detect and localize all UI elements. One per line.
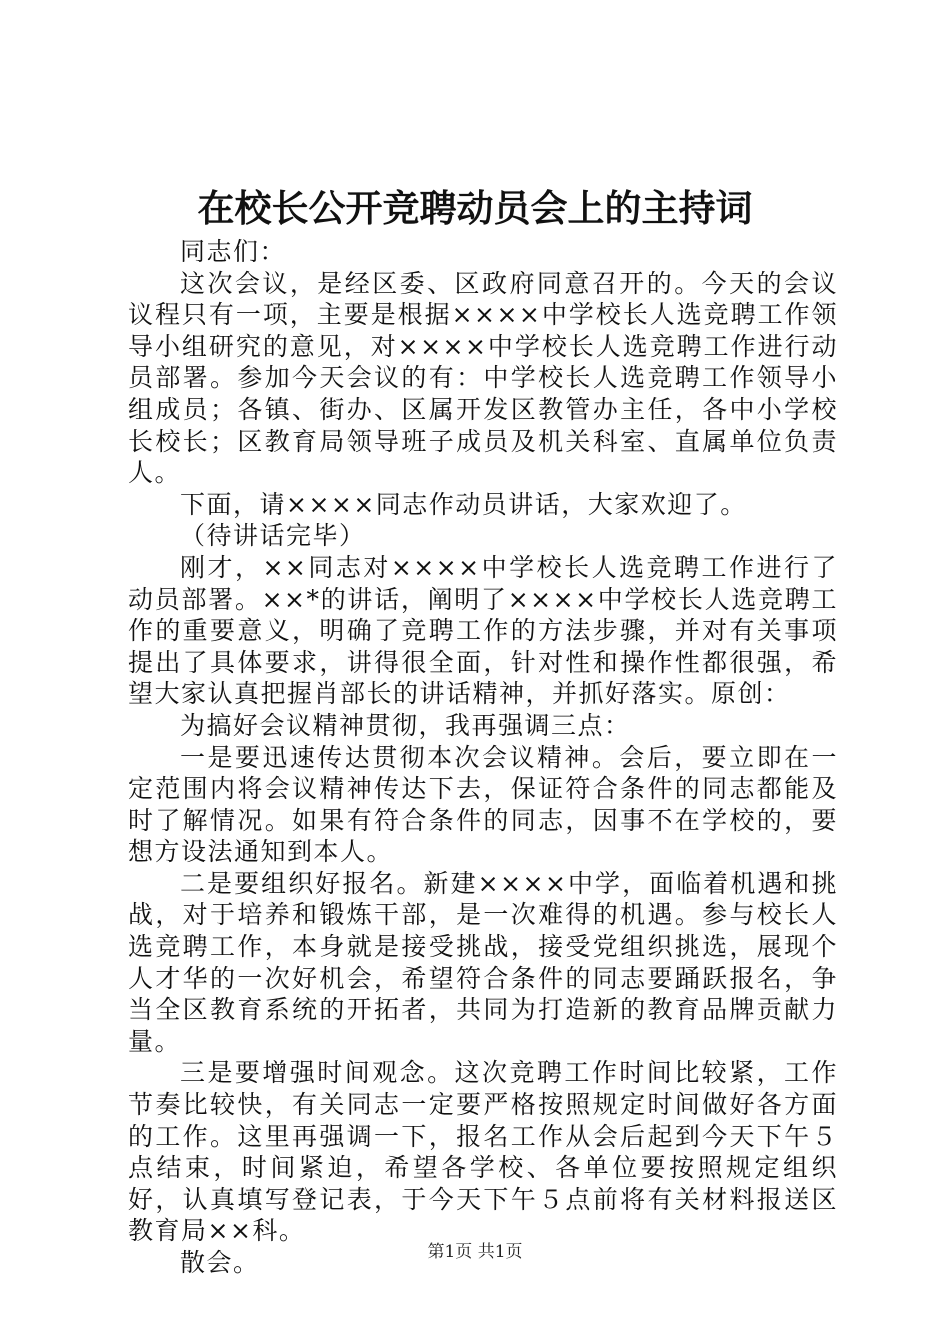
page-footer <box>0 1240 950 1264</box>
document-body <box>128 236 838 1279</box>
document-title: 在校长公开竞聘动员会上的主持词 <box>197 186 753 230</box>
body-paragraph: 一是要迅速传达贯彻本次会议精神。会后，要立即在一定范围内将会议精神传达下去，保证符合条件的同志都能及时了解情况。如果有符合条件的同志，因事不在学校的，要想方设法通知到本人。 <box>128 742 838 867</box>
body-paragraph: 刚才，××同志对××××中学校长人选竞聘工作进行了动员部署。××*的讲话，阐明了××××中学校长人选竞聘工作的重要意义，明确了竞聘工作的方法步骤，并对有关事项提出了具体要求，讲得很全面，针对性和操作性都很强，希望大家认真把握肖部长的讲话精神，并抓好落实。原创： <box>128 552 838 709</box>
body-paragraph: 这次会议，是经区委、区政府同意召开的。今天的会议议程只有一项，主要是根据××××中学校长人选竞聘工作领导小组研究的意见，对××××中学校长人选竞聘工作进行动员部署。参加今天会议的有：中学校长人选竞聘工作领导小组成员；各镇、街办、区属开发区教管办主任，各中小学校长校长；区教育局领导班子成员及机关科室、直属单位负责人。 <box>128 268 838 488</box>
body-paragraph: 下面，请××××同志作动员讲话，大家欢迎了。 <box>180 489 747 519</box>
body-paragraph: （待讲话完毕） <box>180 521 366 551</box>
body-paragraph: 三是要增强时间观念。这次竞聘工作时间比较紧，工作节奏比较快，有关同志一定要严格按照规定时间做好各方面的工作。这里再强调一下，报名工作从会后起到今天下午５点结束，时间紧迫，希望各学校、各单位要按照规定组织好，认真填写登记表，于今天下午５点前将有关材料报送区教育局××科。 <box>128 1058 838 1246</box>
page-number-label: 第1页 共1页 <box>427 1242 523 1262</box>
closing-paragraph: 散会。 <box>180 1248 260 1277</box>
body-paragraph: 为搞好会议精神贯彻，我再强调三点： <box>180 710 631 740</box>
body-paragraph: 二是要组织好报名。新建××××中学，面临着机遇和挑战，对于培养和锻炼干部，是一次难得的机遇。参与校长人选竞聘工作，本身就是接受挑战，接受党组织挑选，展现个人才华的一次好机会，希望符合条件的同志要踊跃报名，争当全区教育系统的开拓者，共同为打造新的教育品牌贡献力量。 <box>128 868 838 1056</box>
salutation-paragraph: 同志们： <box>180 237 287 266</box>
